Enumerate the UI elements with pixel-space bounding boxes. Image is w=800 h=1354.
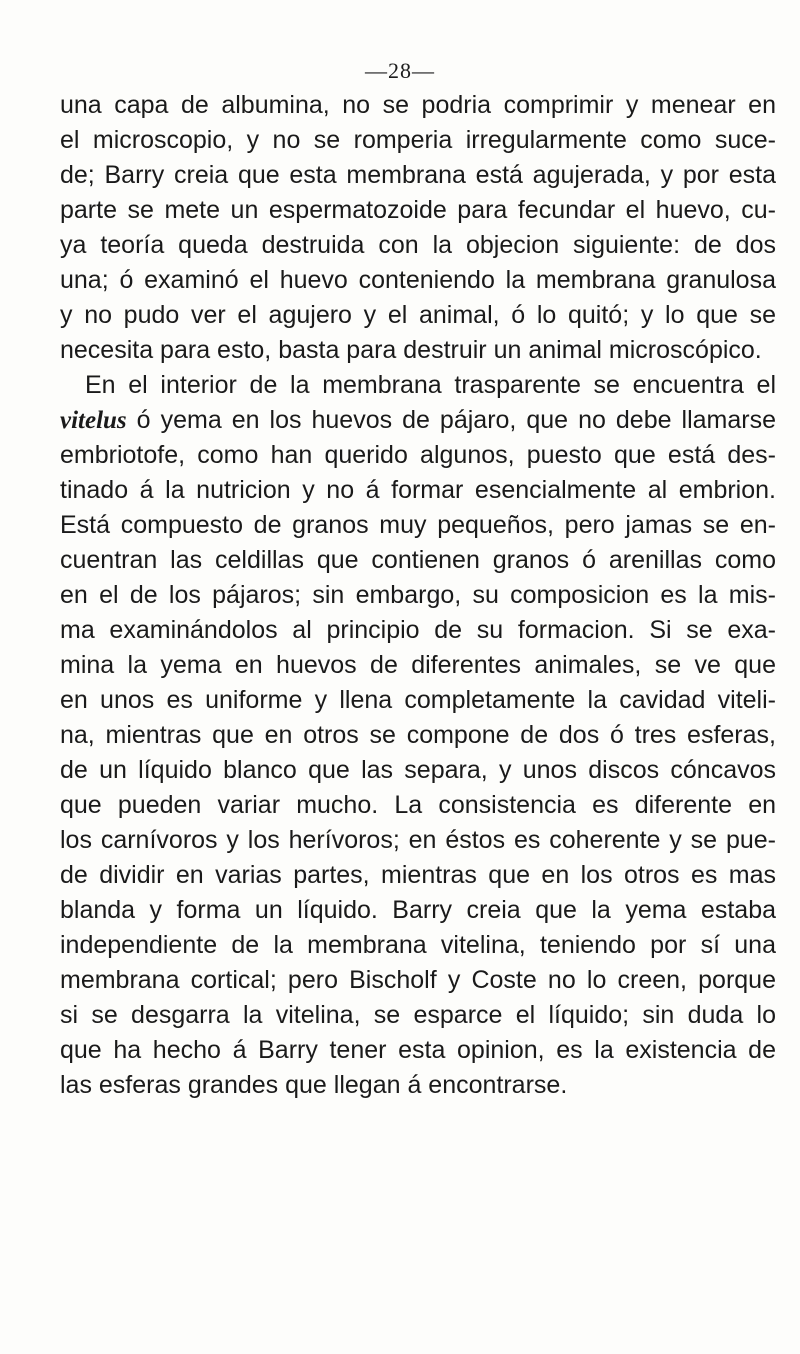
text-line: en el de los pájaros; sin embargo, su composicion es la mis- (60, 581, 776, 609)
text-line: Está compuesto de granos muy pequeños, pero jamas se en- (60, 511, 776, 539)
text-line: una; ó examinó el huevo conteniendo la membrana granulosa (60, 266, 776, 294)
text-line: de un líquido blanco que las separa, y unos discos cóncavos (60, 756, 776, 784)
text-line: en unos es uniforme y llena completamente la cavidad viteli- (60, 686, 776, 714)
text-line: que pueden variar mucho. La consistencia es diferente en (60, 791, 776, 819)
italic-term: vitelus (60, 407, 127, 434)
text-line: mina la yema en huevos de diferentes animales, se ve que (60, 651, 776, 679)
text-line-rest: ó yema en los huevos de pájaro, que no debe llamarse (126, 406, 776, 434)
text-line: independiente de la membrana vitelina, teniendo por sí una (60, 931, 776, 959)
text-line (60, 403, 776, 438)
text-line: ya teoría queda destruida con la objecion siguiente: de dos (60, 231, 776, 259)
text-line: En el interior de la membrana trasparente se encuentra el (85, 371, 776, 399)
text-line: de; Barry creia que esta membrana está agujerada, y por esta (60, 161, 776, 189)
text-line: las esferas grandes que llegan á encontrarse. (60, 1071, 568, 1099)
text-line: parte se mete un espermatozoide para fecundar el huevo, cu- (60, 196, 776, 224)
text-line: si se desgarra la vitelina, se esparce el líquido; sin duda lo (60, 1001, 776, 1029)
text-line: tinado á la nutricion y no á formar esencialmente al embrion. (60, 476, 776, 504)
text-line: membrana cortical; pero Bischolf y Coste no lo creen, porque (60, 966, 776, 994)
page-number: —28— (365, 58, 435, 83)
text-line: embriotofe, como han querido algunos, puesto que está des- (60, 441, 776, 469)
text-line: de dividir en varias partes, mientras que en los otros es mas (60, 861, 776, 889)
text-line: necesita para esto, basta para destruir un animal microscópico. (60, 336, 762, 364)
text-line: una capa de albumina, no se podria comprimir y menear en (60, 91, 776, 119)
text-line: el microscopio, y no se romperia irregularmente como suce- (60, 126, 776, 154)
text-line: los carnívoros y los herívoros; en éstos es coherente y se pue- (60, 826, 776, 854)
text-line: y no pudo ver el agujero y el animal, ó lo quitó; y lo que se (60, 301, 776, 329)
text-line: que ha hecho á Barry tener esta opinion, es la existencia de (60, 1036, 776, 1064)
text-line: cuentran las celdillas que contienen granos ó arenillas como (60, 546, 776, 574)
body-text (60, 88, 776, 1103)
text-line: ma examinándolos al principio de su formacion. Si se exa- (60, 616, 776, 644)
text-line: na, mientras que en otros se compone de dos ó tres esferas, (60, 721, 776, 749)
text-line: blanda y forma un líquido. Barry creia que la yema estaba (60, 896, 776, 924)
